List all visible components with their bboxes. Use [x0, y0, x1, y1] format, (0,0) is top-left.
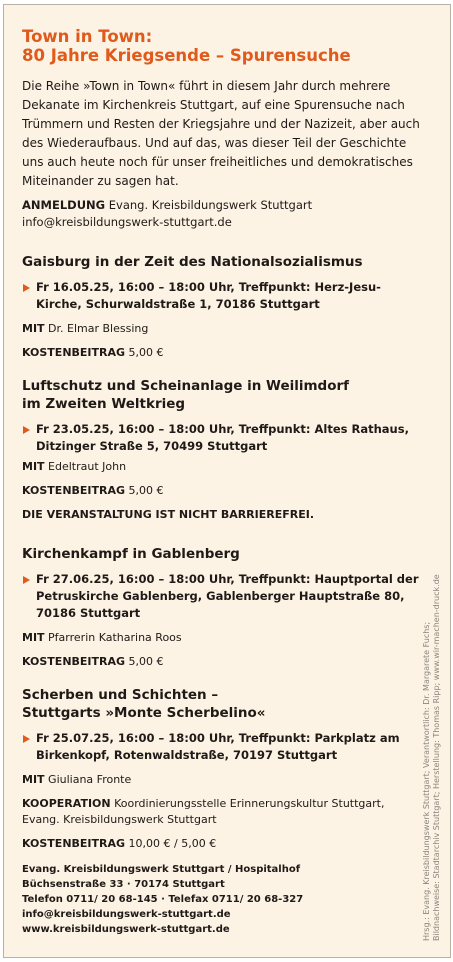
- event-3-fee: KOSTENBEITRAG 5,00 €: [22, 655, 164, 668]
- event-3: [22, 545, 422, 670]
- event-4-fee: KOSTENBEITRAG 10,00 € / 5,00 €: [22, 837, 217, 850]
- footer-org: Evang. Kreisbildungswerk Stuttgart / Hospitalhof: [22, 864, 301, 875]
- event-2-details: Fr 23.05.25, 16:00 – 18:00 Uhr, Treffpunkt: Altes Rathaus, Ditzinger Straße 5, 70499 Stuttgart: [22, 421, 422, 455]
- event-1-heading: Gaisburg in der Zeit des Nationalsozialismus: [22, 254, 363, 270]
- imprint-vertical: [422, 569, 442, 941]
- flyer-page: [3, 4, 451, 958]
- imprint-line-1: Hrsg.: Evang. Kreisbildungswerk Stuttgart; Verantwortlich: Dr. Margarete Fuchs;: [422, 621, 431, 941]
- event-4-heading: Scherben und Schichten – Stuttgarts »Monte Scherbelino«: [22, 687, 266, 721]
- flyer-content: [22, 27, 422, 937]
- event-4-cooperation: KOOPERATION Koordinierungsstelle Erinnerungskultur Stuttgart, Evang. Kreisbildungswerk Stuttgart: [22, 797, 385, 826]
- event-1-mit: MIT Dr. Elmar Blessing: [22, 322, 149, 335]
- event-2-heading: Luftschutz und Scheinanlage in Weilimdorf im Zweiten Weltkrieg: [22, 378, 350, 412]
- title-line-2: 80 Jahre Kriegsende – Spurensuche: [22, 46, 351, 65]
- event-2-fee: KOSTENBEITRAG 5,00 €: [22, 484, 164, 497]
- footer-phone: Telefon 0711/ 20 68-145 · Telefax 0711/ 20 68-327: [22, 894, 304, 905]
- event-1-fee: KOSTENBEITRAG 5,00 €: [22, 346, 164, 359]
- title-line-1: Town in Town:: [22, 27, 153, 46]
- event-2-accessibility-note: DIE VERANSTALTUNG IST NICHT BARRIEREFREI.: [22, 508, 315, 521]
- triangle-bullet-icon: [23, 576, 30, 584]
- event-2: [22, 377, 422, 523]
- event-4-details: Fr 25.07.25, 16:00 – 18:00 Uhr, Treffpunkt: Parkplatz am Birkenkopf, Rotenwaldstraße, 70197 Stuttgart: [22, 730, 422, 764]
- registration: [22, 197, 422, 231]
- event-4: [22, 686, 422, 852]
- triangle-bullet-icon: [23, 426, 30, 434]
- event-4-mit: MIT Giuliana Fronte: [22, 773, 132, 786]
- event-1-details: Fr 16.05.25, 16:00 – 18:00 Uhr, Treffpunkt: Herz-Jesu-Kirche, Schurwaldstraße 1, 70186 Stuttgart: [22, 279, 422, 313]
- registration-label: ANMELDUNG: [22, 198, 106, 212]
- event-3-details: Fr 27.06.25, 16:00 – 18:00 Uhr, Treffpunkt: Hauptportal der Petruskirche Gablenberg, Gablenberger Hauptstraße 80, 70186 Stuttgart: [22, 571, 422, 622]
- event-3-mit: MIT Pfarrerin Katharina Roos: [22, 631, 182, 644]
- page-title: [22, 27, 422, 65]
- event-1: [22, 253, 422, 361]
- event-2-mit: MIT Edeltraut John: [22, 460, 127, 473]
- registration-email[interactable]: info@kreisbildungswerk-stuttgart.de: [22, 215, 232, 229]
- triangle-bullet-icon: [23, 735, 30, 743]
- footer-website[interactable]: www.kreisbildungswerk-stuttgart.de: [22, 924, 230, 935]
- registration-org: Evang. Kreisbildungswerk Stuttgart: [108, 198, 313, 212]
- event-3-heading: Kirchenkampf in Gablenberg: [22, 546, 240, 562]
- footer-contact: [22, 862, 422, 937]
- imprint-line-2: Bildnachweise: Stadtarchiv Stuttgart; Herstellung: Thomas Ripp; www.wir-machen-druck.de: [432, 574, 441, 941]
- intro-text: Die Reihe »Town in Town« führt in diesem Jahr durch mehrere Dekanate im Kirchenkreis Stuttgart, auf eine Spurensuche nach Trümmern und Resten der Kriegsjahre und der Nazizeit, aber auch des Wiederaufbaus. Und auf das, was dieser Teil der Geschichte uns auch heute noch für unser freiheitliches und demokratisches Miteinander zu sagen hat.: [22, 79, 420, 188]
- triangle-bullet-icon: [23, 284, 30, 292]
- footer-email[interactable]: info@kreisbildungswerk-stuttgart.de: [22, 909, 231, 920]
- footer-address: Büchsenstraße 33 · 70174 Stuttgart: [22, 879, 225, 890]
